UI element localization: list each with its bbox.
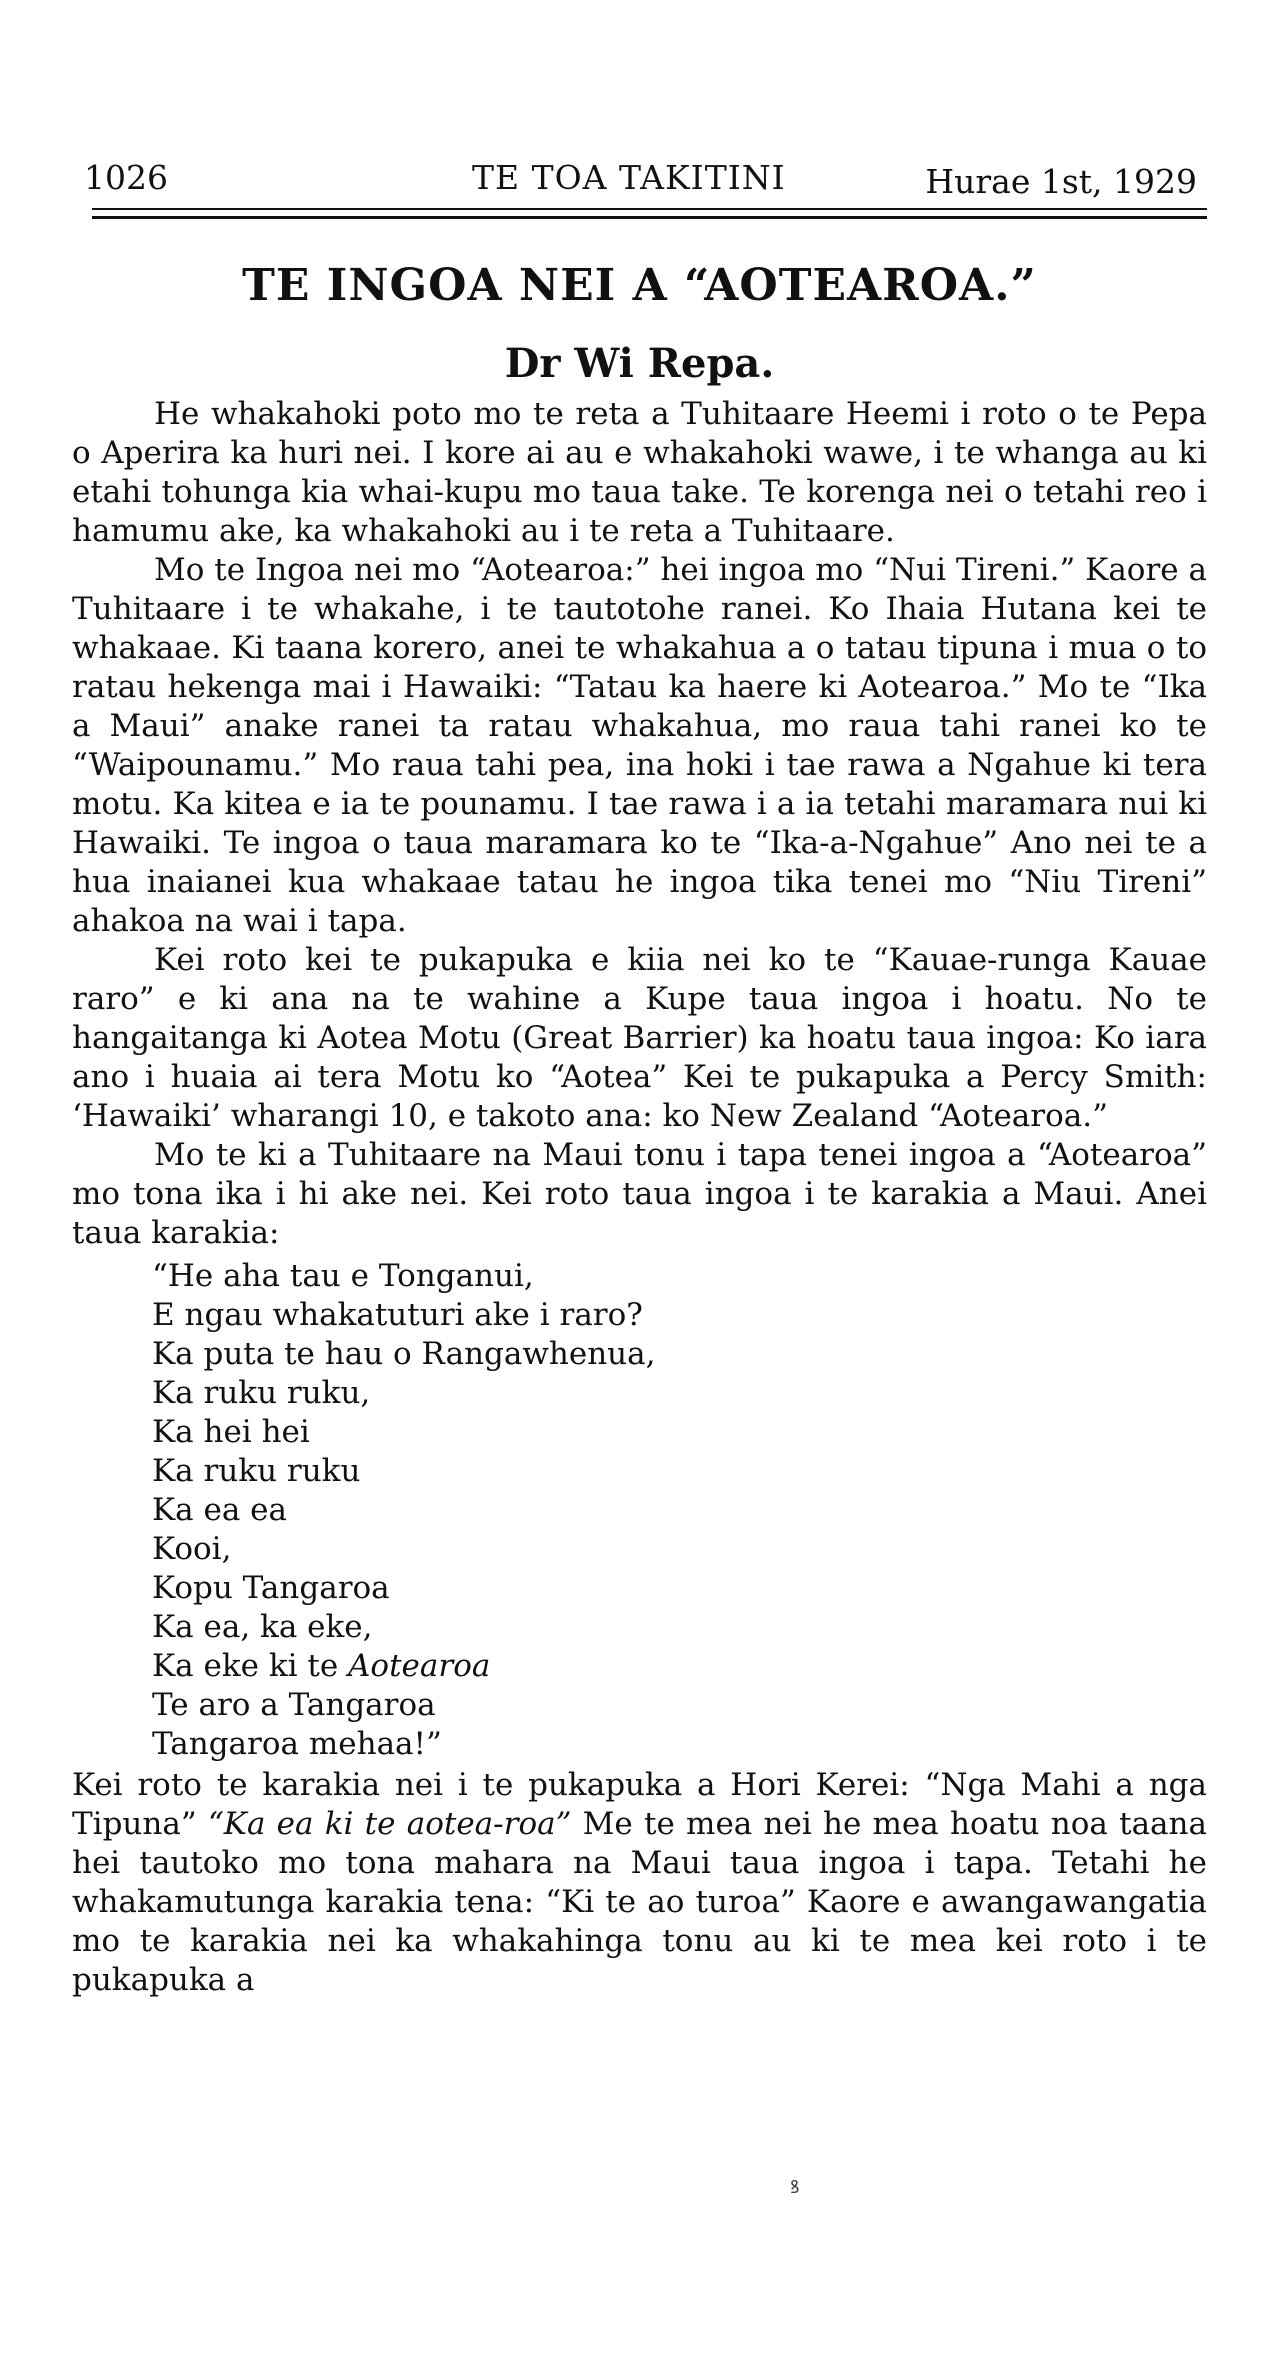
- paragraph-5-italic: “Ka ea ki te aotea-roa”: [207, 1806, 572, 1842]
- poem-line-text: Ka eke ki te: [152, 1648, 349, 1684]
- paragraph-5-end: Me te mea nei he mea hoatu noa taana hei tautoko mo tona mahara na Maui taua ingoa i tapa. Tetahi he whakamutunga karakia tena: “Ki te ao turoa” Kaore e awangawangatia mo te karakia nei ka whakahinga tonu au ki te mea kei roto i te pukapuka a: [72, 1806, 1207, 1998]
- poem-italic-word: Aotearoa: [348, 1648, 491, 1684]
- publication-title: TE TOA TAKITINI: [472, 158, 786, 197]
- page: [72, 150, 1207, 1998]
- poem-line: Ka ruku ruku: [152, 1453, 361, 1489]
- header-rule-thick: [92, 216, 1207, 219]
- issue-date: Hurae 1st, 1929: [925, 162, 1197, 201]
- running-header: [72, 150, 1207, 200]
- poem-line: Tangaroa mehaa!”: [152, 1726, 442, 1762]
- article-author: Dr Wi Repa.: [504, 340, 775, 387]
- poem-line: Te aro a Tangaroa: [152, 1687, 436, 1723]
- poem-line: Kooi,: [152, 1531, 232, 1567]
- poem-line: Ka ea, ka eke,: [152, 1609, 373, 1645]
- poem-line: E ngau whakatuturi ake i raro?: [152, 1297, 643, 1333]
- paragraph-3: Kei roto kei te pukapuka e kiia nei ko te “Kauae-runga Kauae raro” e ki ana na te wahine a Kupe taua ingoa i hoatu. No te hangaitanga ki Aotea Motu (Great Barrier) ka hoatu taua ingoa: Ko iara ano i huaia ai tera Motu ko “Aotea” Kei te pukapuka a Percy Smith: ‘Hawaiki’ wharangi 10, e takoto ana: ko New Zealand “Aotearoa.”: [72, 942, 1207, 1134]
- paragraph-5-start: Kei roto te karakia nei i te pukapuka a Hori Kerei: “Nga Mahi a nga Tipuna”: [72, 1767, 1207, 1842]
- poem-line: [152, 1647, 1207, 1686]
- karakia-poem: [152, 1257, 1207, 1764]
- poem-line: Ka hei hei: [152, 1414, 310, 1450]
- poem-line: “He aha tau e Tonganui,: [152, 1258, 534, 1294]
- poem-line: Ka ruku ruku,: [152, 1375, 371, 1411]
- poem-line: Ka ea ea: [152, 1492, 288, 1528]
- header-rule-thin: [92, 208, 1207, 210]
- paragraph-4: Mo te ki a Tuhitaare na Maui tonu i tapa tenei ingoa a “Aotearoa” mo tona ika i hi ake nei. Kei roto taua ingoa i te karakia a Maui. Anei taua karakia:: [72, 1137, 1207, 1251]
- poem-line: Ka puta te hau o Rangawhenua,: [152, 1336, 656, 1372]
- page-number: 1026: [84, 158, 168, 197]
- paragraph-1: He whakahoki poto mo te reta a Tuhitaare Heemi i roto o te Pepa o Aperira ka huri nei. I kore ai au e whakahoki wawe, i te whanga au ki etahi tohunga kia whai-kupu mo taua take. Te korenga nei o tetahi reo i hamumu ake, ka whakahoki au i te reta a Tuhitaare.: [72, 396, 1207, 549]
- paragraph-2: Mo te Ingoa nei mo “Aotearoa:” hei ingoa mo “Nui Tireni.” Kaore a Tuhitaare i te whakahe, i te tautotohe ranei. Ko Ihaia Hutana kei te whakaae. Ki taana korero, anei te whakahua a o tatau tipuna i mua o to ratau hekenga mai i Hawaiki: “Tatau ka haere ki Aotearoa.” Mo te “Ika a Maui” anake ranei ta ratau whakahua, mo raua tahi ranei ko te “Waipounamu.” Mo raua tahi pea, ina hoki i tae rawa a Ngahue ki tera motu. Ka kitea e ia te pounamu. I tae rawa i a ia tetahi maramara nui ki Hawaiki. Te ingoa o taua maramara ko te “Ika-a-Ngahue” Ano nei te a hua inaianei kua whakaae tatau he ingoa tika tenei mo “Niu Tireni” ahakoa na wai i tapa.: [72, 552, 1207, 939]
- article-title: TE INGOA NEI A “AOTEAROA.”: [242, 260, 1037, 311]
- paragraph-5: [72, 1766, 1207, 2000]
- footer-mark: ꝸ: [790, 2177, 800, 2198]
- poem-line: Kopu Tangaroa: [152, 1570, 390, 1606]
- article-body: [72, 395, 1207, 2000]
